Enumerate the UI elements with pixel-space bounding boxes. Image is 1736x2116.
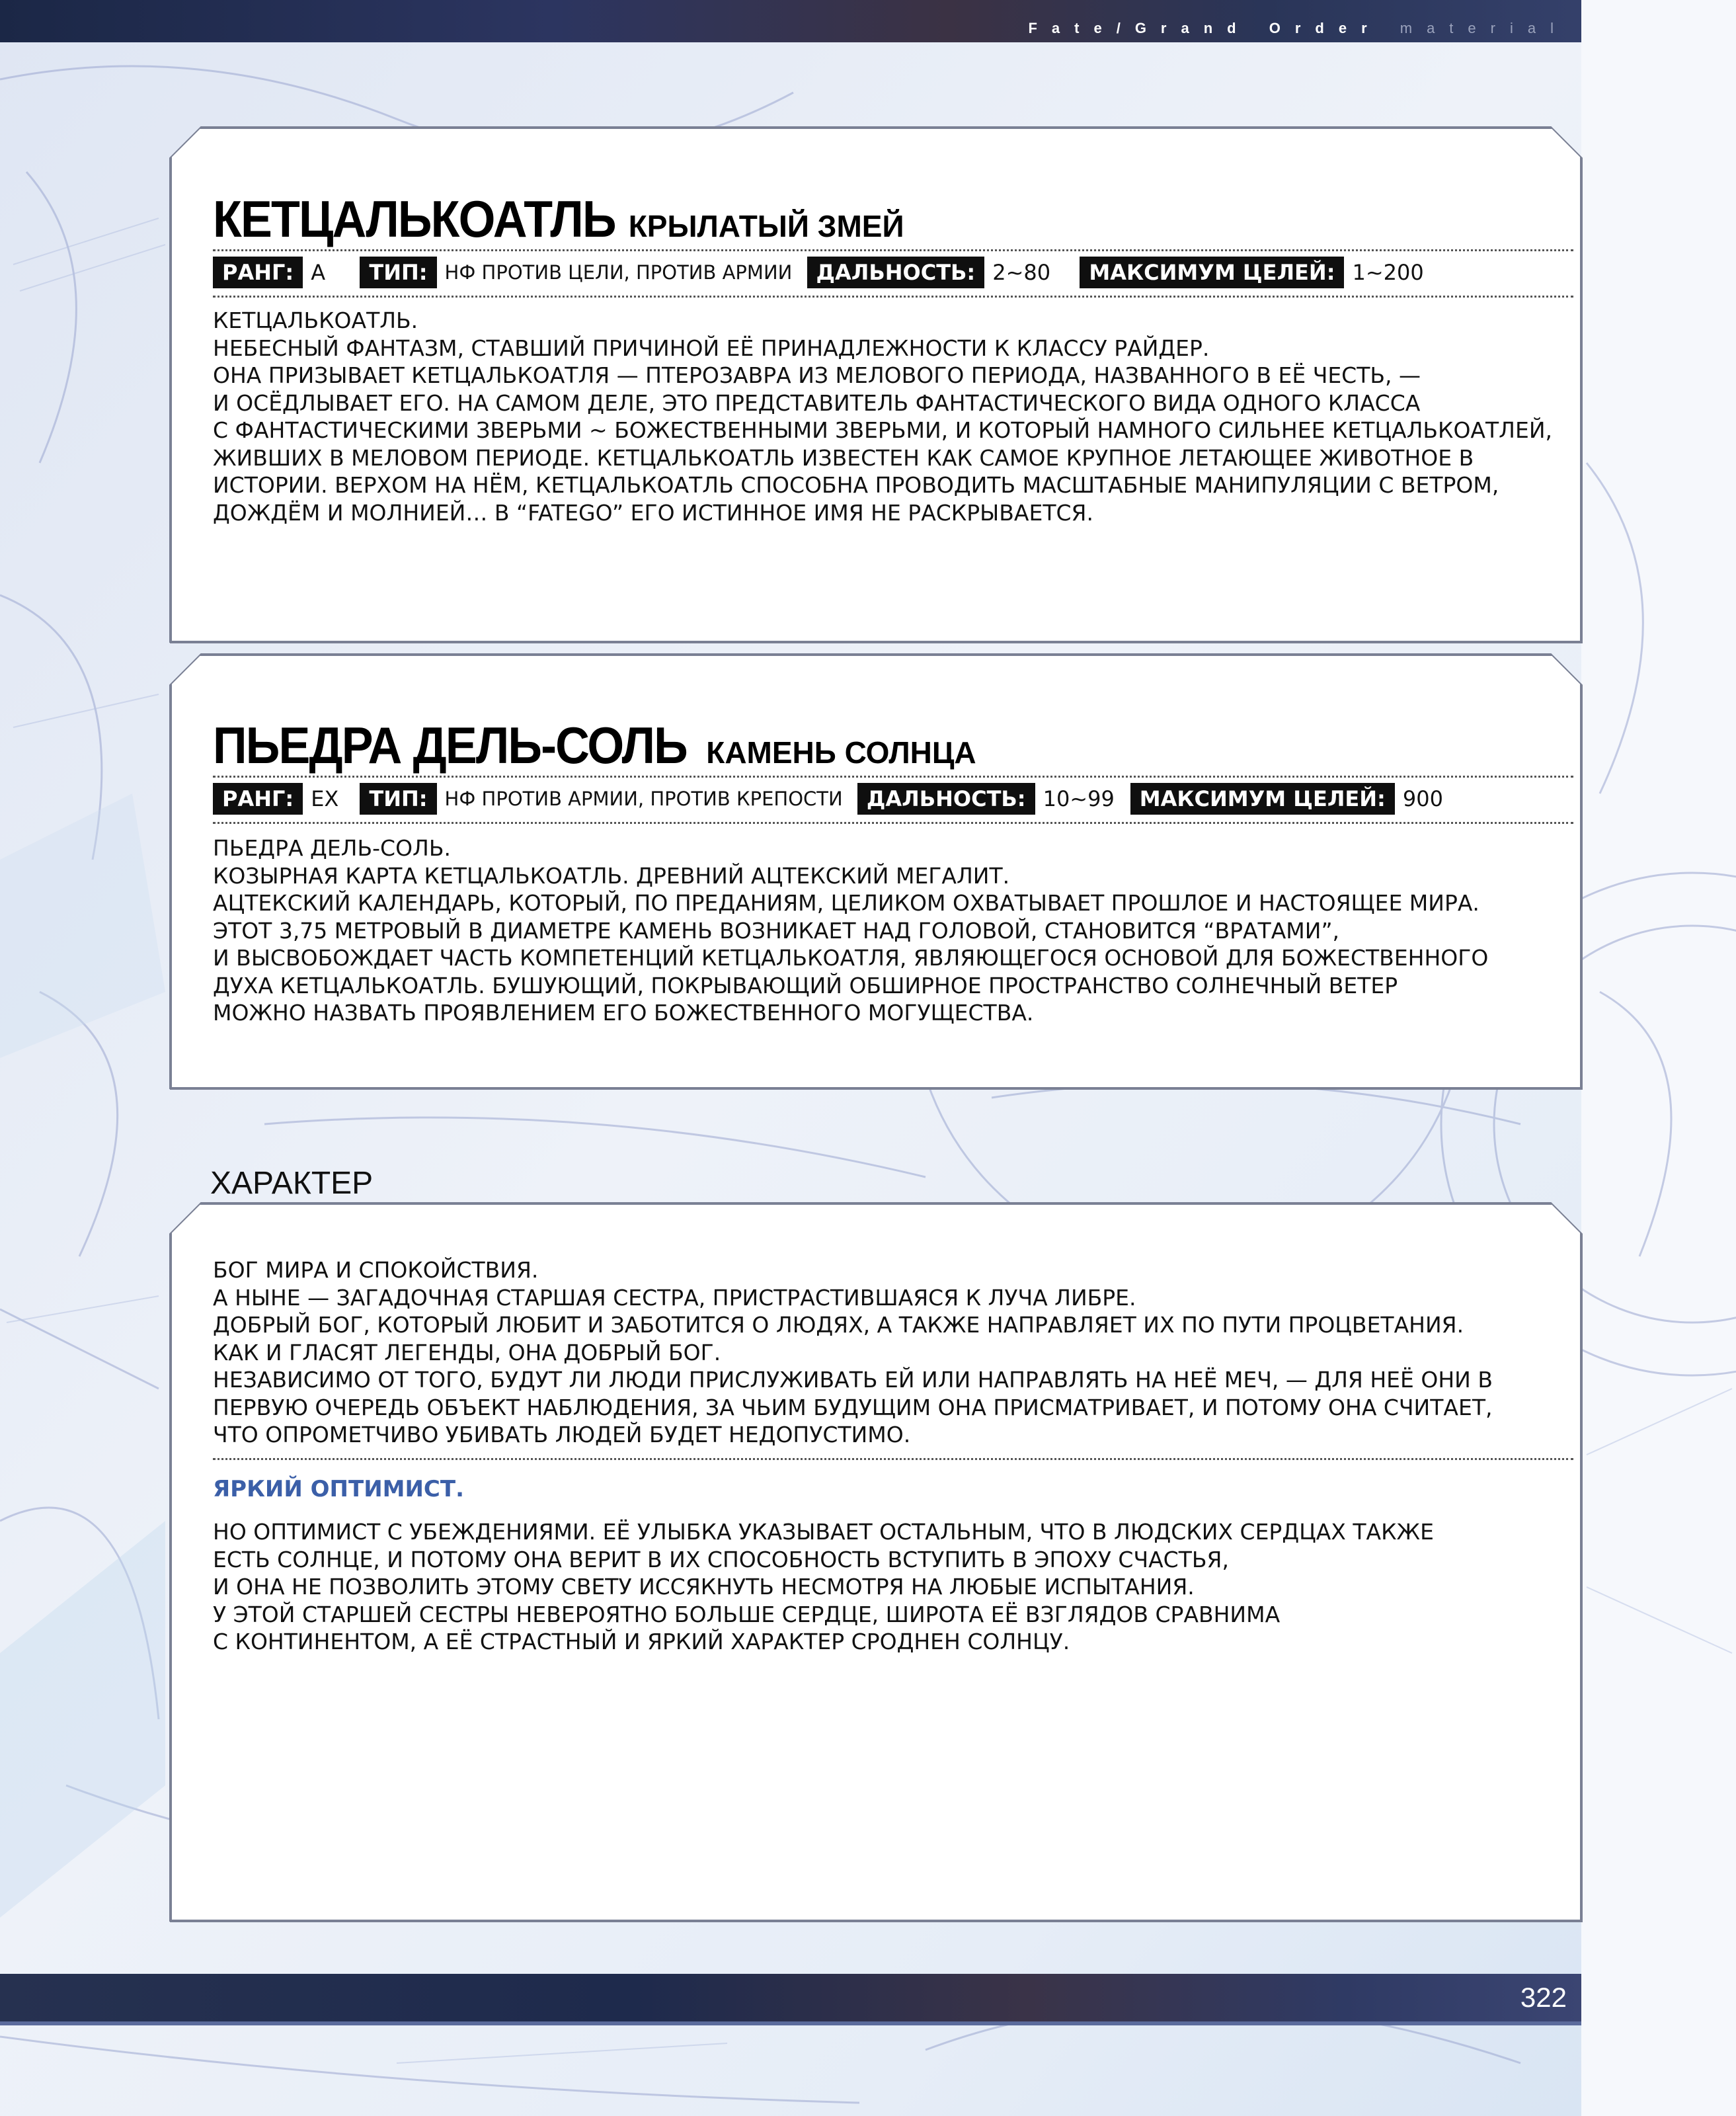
rank-value: A bbox=[311, 260, 326, 285]
np-2-title bbox=[213, 715, 976, 776]
divider bbox=[213, 249, 1573, 251]
text-line: И ВЫСВОБОЖДАЕТ ЧАСТЬ КОМПЕТЕНЦИЙ КЕТЦАЛЬКОАТЛЯ, ЯВЛЯЮЩЕГОСЯ ОСНОВОЙ ДЛЯ БОЖЕСТВЕННОГО bbox=[213, 945, 1489, 971]
header-title-main: Fate/Grand Order bbox=[1028, 20, 1382, 36]
type-label: ТИП: bbox=[360, 257, 436, 288]
text-line: С ФАНТАСТИЧЕСКИМИ ЗВЕРЬМИ ~ БОЖЕСТВЕННЫМИ ЗВЕРЬМИ, И КОТОРЫЙ НАМНОГО СИЛЬНЕЕ КЕТЦАЛЬКОАТЛЕЙ, bbox=[213, 417, 1553, 443]
text-line: ДОЖДЁМ И МОЛНИЕЙ… В “FATEGO” ЕГО ИСТИННОЕ ИМЯ НЕ РАСКРЫВАЕТСЯ. bbox=[213, 499, 1093, 526]
character-sub-description bbox=[213, 1518, 1575, 1656]
text-line: ДОБРЫЙ БОГ, КОТОРЫЙ ЛЮБИТ И ЗАБОТИТСЯ О ЛЮДЯХ, А ТАКЖЕ НАПРАВЛЯЕТ ИХ ПО ПУТИ ПРОЦВЕТАНИЯ. bbox=[213, 1312, 1464, 1338]
text-line: КЕТЦАЛЬКОАТЛЬ. bbox=[213, 307, 418, 333]
text-line: ДУХА КЕТЦАЛЬКОАТЛЬ. БУШУЮЩИЙ, ПОКРЫВАЮЩИЙ ОБШИРНОЕ ПРОСТРАНСТВО СОЛНЕЧНЫЙ ВЕТЕР bbox=[213, 972, 1398, 998]
text-line: ОНА ПРИЗЫВАЕТ КЕТЦАЛЬКОАТЛЯ — ПТЕРОЗАВРА ИЗ МЕЛОВОГО ПЕРИОДА, НАЗВАННОГО В ЕЁ ЧЕСТЬ, — bbox=[213, 362, 1421, 388]
text-line: У ЭТОЙ СТАРШЕЙ СЕСТРЫ НЕВЕРОЯТНО БОЛЬШЕ СЕРДЦЕ, ШИРОТА ЕЁ ВЗГЛЯДОВ СРАВНИМА bbox=[213, 1601, 1281, 1627]
np-1-name: КЕТЦАЛЬКОАТЛЬ bbox=[213, 190, 615, 248]
targets-value: 1~200 bbox=[1352, 260, 1424, 285]
top-header-bar bbox=[0, 0, 1581, 42]
np-2-name: ПЬЕДРА ДЕЛЬ-СОЛЬ bbox=[213, 716, 687, 774]
page-number: 322 bbox=[1520, 1982, 1567, 2013]
text-line: МОЖНО НАЗВАТЬ ПРОЯВЛЕНИЕМ ЕГО БОЖЕСТВЕННОГО МОГУЩЕСТВА. bbox=[213, 1000, 1034, 1026]
targets-label: МАКСИМУМ ЦЕЛЕЙ: bbox=[1130, 783, 1395, 815]
text-line: ИСТОРИИ. ВЕРХОМ НА НЁМ, КЕТЦАЛЬКОАТЛЬ СПОСОБНА ПРОВОДИТЬ МАСШТАБНЫЕ МАНИПУЛЯЦИИ С ВЕТРОМ, bbox=[213, 472, 1499, 498]
np-1-title bbox=[213, 189, 904, 249]
range-label: ДАЛЬНОСТЬ: bbox=[807, 257, 985, 288]
np-2-description bbox=[213, 834, 1575, 1027]
rank-label: РАНГ: bbox=[213, 257, 303, 288]
text-line: КОЗЫРНАЯ КАРТА КЕТЦАЛЬКОАТЛЬ. ДРЕВНИЙ АЦТЕКСКИЙ МЕГАЛИТ. bbox=[213, 862, 1010, 889]
rank-label: РАНГ: bbox=[213, 783, 303, 815]
np-2-stats bbox=[213, 783, 1451, 816]
text-line: ЧТО ОПРОМЕТЧИВО УБИВАТЬ ЛЮДЕЙ БУДЕТ НЕДОПУСТИМО. bbox=[213, 1422, 911, 1447]
text-line: И ОНА НЕ ПОЗВОЛИТЬ ЭТОМУ СВЕТУ ИССЯКНУТЬ НЕСМОТРЯ НА ЛЮБЫЕ ИСПЫТАНИЯ. bbox=[213, 1574, 1195, 1600]
range-value: 2~80 bbox=[992, 260, 1051, 285]
np-1-subtitle: КРЫЛАТЫЙ ЗМЕЙ bbox=[628, 209, 904, 243]
character-description bbox=[213, 1256, 1575, 1449]
targets-value: 900 bbox=[1402, 786, 1443, 811]
text-line: НЕБЕСНЫЙ ФАНТАЗМ, СТАВШИЙ ПРИЧИНОЙ ЕЁ ПРИНАДЛЕЖНОСТИ К КЛАССУ РАЙДЕР. bbox=[213, 335, 1210, 361]
divider bbox=[213, 822, 1573, 824]
text-line: ЖИВШИХ В МЕЛОВОМ ПЕРИОДЕ. КЕТЦАЛЬКОАТЛЬ ИЗВЕСТЕН КАК САМОЕ КРУПНОЕ ЛЕТАЮЩЕЕ ЖИВОТНОЕ В bbox=[213, 444, 1474, 471]
text-line: ПЬЕДРА ДЕЛЬ-СОЛЬ. bbox=[213, 835, 452, 861]
header-title-sub: material bbox=[1400, 20, 1568, 36]
text-line: ЕСТЬ СОЛНЦЕ, И ПОТОМУ ОНА ВЕРИТ В ИХ СПОСОБНОСТЬ ВСТУПИТЬ В ЭПОХУ СЧАСТЬЯ, bbox=[213, 1546, 1229, 1572]
np-2-subtitle: КАМЕНЬ СОЛНЦА bbox=[706, 735, 976, 770]
type-label: ТИП: bbox=[360, 783, 436, 815]
text-line: С КОНТИНЕНТОМ, А ЕЁ СТРАСТНЫЙ И ЯРКИЙ ХАРАКТЕР СРОДНЕН СОЛНЦУ. bbox=[213, 1629, 1070, 1654]
rank-value: EX bbox=[311, 786, 339, 811]
character-section-title: ХАРАКТЕР bbox=[210, 1166, 374, 1201]
text-line: А НЫНЕ — ЗАГАДОЧНАЯ СТАРШАЯ СЕСТРА, ПРИСТРАСТИВШАЯСЯ К ЛУЧА ЛИБРЕ. bbox=[213, 1284, 1136, 1311]
text-line: НО ОПТИМИСТ С УБЕЖДЕНИЯМИ. ЕЁ УЛЫБКА УКАЗЫВАЕТ ОСТАЛЬНЫМ, ЧТО В ЛЮДСКИХ СЕРДЦАХ ТАКЖЕ bbox=[213, 1519, 1434, 1545]
text-line: ЭТОТ 3,75 МЕТРОВЫЙ В ДИАМЕТРЕ КАМЕНЬ ВОЗНИКАЕТ НАД ГОЛОВОЙ, СТАНОВИТСЯ “ВРАТАМИ”, bbox=[213, 917, 1340, 944]
text-line: БОГ МИРА И СПОКОЙСТВИЯ. bbox=[213, 1257, 539, 1283]
character-subheading: ЯРКИЙ ОПТИМИСТ. bbox=[213, 1476, 464, 1502]
text-line: КАК И ГЛАСЯТ ЛЕГЕНДЫ, ОНА ДОБРЫЙ БОГ. bbox=[213, 1339, 721, 1365]
divider bbox=[213, 296, 1573, 298]
targets-label: МАКСИМУМ ЦЕЛЕЙ: bbox=[1080, 257, 1344, 288]
text-line: АЦТЕКСКИЙ КАЛЕНДАРЬ, КОТОРЫЙ, ПО ПРЕДАНИЯМ, ЦЕЛИКОМ ОХВАТЫВАЕТ ПРОШЛОЕ И НАСТОЯЩЕЕ МИРА. bbox=[213, 890, 1480, 916]
type-value: НФ ПРОТИВ АРМИИ, ПРОТИВ КРЕПОСТИ bbox=[444, 788, 843, 810]
footer-stripe bbox=[0, 2021, 1581, 2025]
range-label: ДАЛЬНОСТЬ: bbox=[857, 783, 1035, 815]
range-value: 10~99 bbox=[1043, 786, 1115, 811]
np-1-description bbox=[213, 307, 1575, 526]
header-title bbox=[1028, 20, 1568, 37]
text-line: И ОСЁДЛЫВАЕТ ЕГО. НА САМОМ ДЕЛЕ, ЭТО ПРЕДСТАВИТЕЛЬ ФАНТАСТИЧЕСКОГО ВИДА ОДНОГО КЛАССА bbox=[213, 389, 1421, 416]
divider bbox=[213, 776, 1573, 778]
type-value: НФ ПРОТИВ ЦЕЛИ, ПРОТИВ АРМИИ bbox=[444, 261, 793, 284]
bottom-footer-bar bbox=[0, 1974, 1581, 2021]
np-1-stats bbox=[213, 257, 1432, 290]
text-line: НЕЗАВИСИМО ОТ ТОГО, БУДУТ ЛИ ЛЮДИ ПРИСЛУЖИВАТЬ ЕЙ ИЛИ НАПРАВЛЯТЬ НА НЕЁ МЕЧ, — ДЛЯ НЕЁ ОНИ В bbox=[213, 1367, 1493, 1393]
divider bbox=[213, 1458, 1573, 1460]
text-line: ПЕРВУЮ ОЧЕРЕДЬ ОБЪЕКТ НАБЛЮДЕНИЯ, ЗА ЧЬИМ БУДУЩИМ ОНА ПРИСМАТРИВАЕТ, И ПОТОМУ ОНА СЧИТАЕТ, bbox=[213, 1394, 1493, 1420]
